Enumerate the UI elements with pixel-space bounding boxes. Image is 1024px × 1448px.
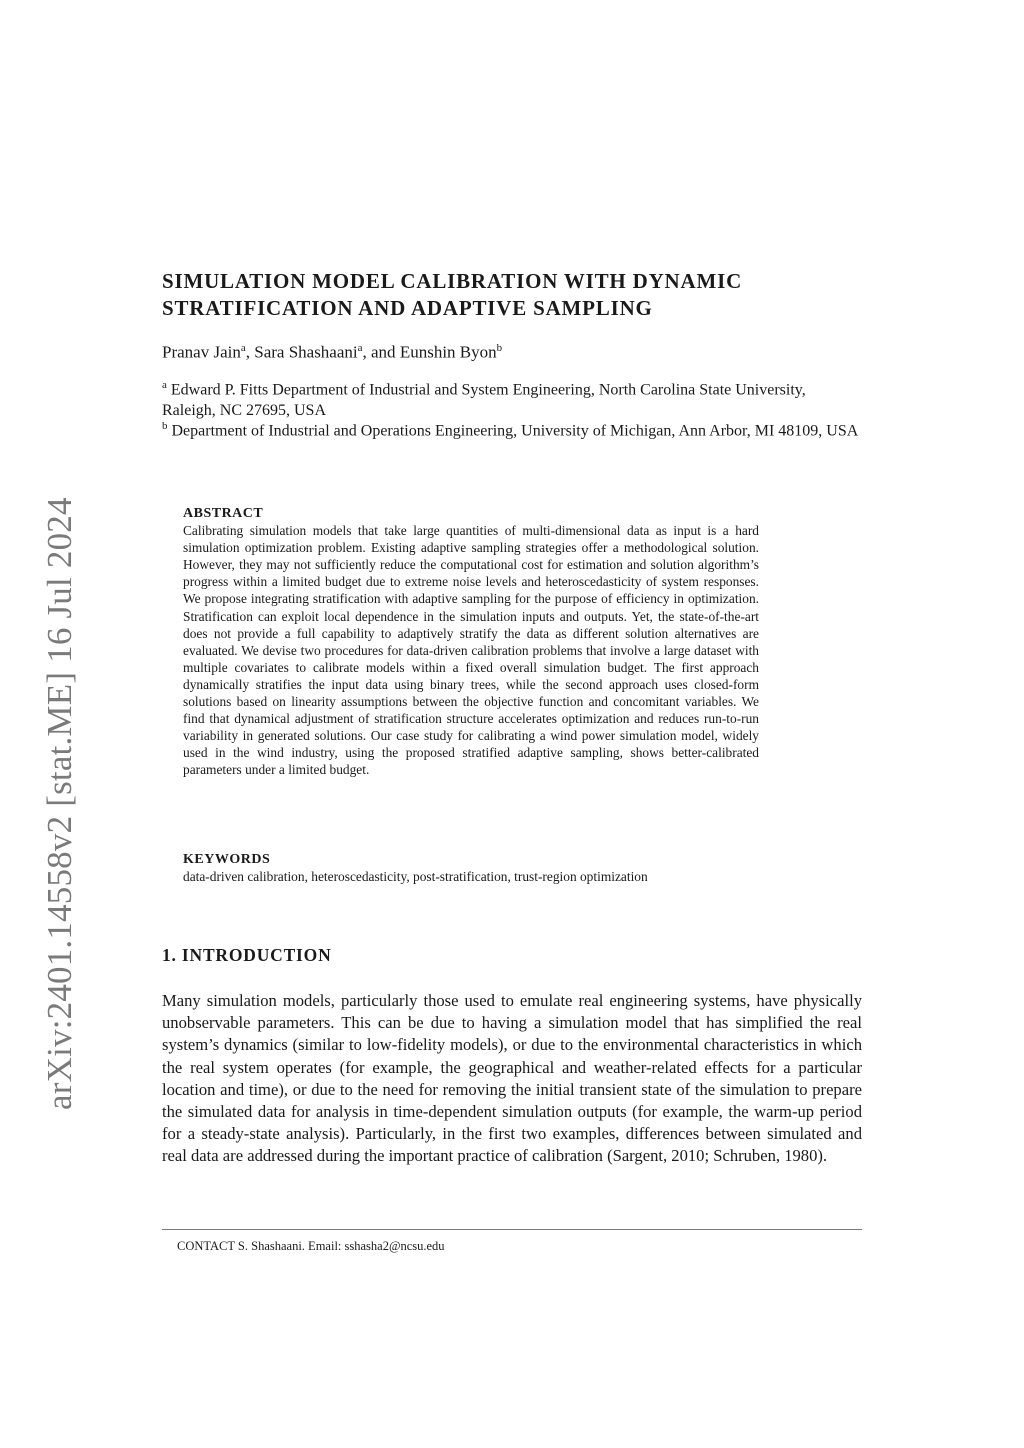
author-list [162, 342, 502, 363]
affiliation-mark: b [162, 420, 168, 432]
abstract-section [183, 505, 759, 779]
affiliation-text: Edward P. Fitts Department of Industrial and System Engineering, North Carolina State University, Raleigh, NC 27695, USA [162, 381, 806, 420]
author-separator: , and [362, 342, 400, 362]
author-name: Pranav Jain [162, 342, 241, 362]
affiliation-mark: a [162, 379, 167, 391]
keywords-section [183, 851, 743, 885]
affiliation-text: Department of Industrial and Operations Engineering, University of Michigan, Ann Arbor, MI 48109, USA [167, 422, 859, 440]
footnote-rule [162, 1229, 862, 1230]
paper-title [162, 268, 882, 322]
author-mark: a [357, 342, 363, 354]
author-mark: b [496, 342, 503, 354]
contact-footnote: CONTACT S. Shashaani. Email: sshasha2@ncsu.edu [177, 1239, 445, 1253]
affiliation-b [162, 416, 862, 441]
affiliation-a [162, 375, 862, 421]
title-line-1: SIMULATION MODEL CALIBRATION WITH DYNAMIC [162, 269, 743, 293]
abstract-heading: ABSTRACT [183, 506, 264, 521]
introduction-heading: 1. INTRODUCTION [162, 945, 332, 965]
author-mark: a [240, 342, 246, 354]
keywords-heading: KEYWORDS [183, 852, 271, 867]
abstract-text: Calibrating simulation models that take large quantities of multi-dimensional data as input is a hard simulation optimization problem. Existing adaptive sampling strategies offer a methodological solution. However, they may not sufficiently reduce the computational cost for estimation and solution algorithm’s progress within a limited budget due to extreme noise levels and heteroscedasticity of system responses. We propose integrating stratification with adaptive sampling for the purpose of efficiency in optimization. Stratification can exploit local dependence in the simulation inputs and outputs. Yet, the state-of-the-art does not provide a full capability to adaptively stratify the data as different solution alternatives are evaluated. We devise two procedures for data-driven calibration problems that involve a large dataset with multiple covariates to calibrate models within a fixed overall simulation budget. The first approach dynamically stratifies the input data using binary trees, while the second approach uses closed-form solutions based on linearity assumptions between the objective function and concomitant variables. We find that dynamical adjustment of stratification structure accelerates optimization and reduces run-to-run variability in generated solutions. Our case study for calibrating a wind power simulation model, widely used in the wind industry, using the proposed stratified adaptive sampling, shows better-calibrated parameters under a limited budget. [183, 523, 759, 778]
author-name: Eunshin Byon [399, 342, 497, 362]
arxiv-identifier: arXiv:2401.14558v2 [stat.ME] 16 Jul 2024 [40, 497, 79, 1110]
introduction-text: Many simulation models, particularly those used to emulate real engineering systems, have physically unobservable parameters. This can be due to having a simulation model that has simplified the real system’s dynamics (similar to low-fidelity models), or due to the environmental characteristics in which the real system operates (for example, the geographical and weather-related effects for a particular location and time), or due to the need for removing the initial transient state of the simulation to prepare the simulated data for analysis in time-dependent simulation outputs (for example, the warm-up period for a steady-state analysis). Particularly, in the first two examples, differences between simulated and real data are addressed during the important practice of calibration (Sargent, 2010; Schruben, 1980). [162, 991, 862, 1166]
keywords-text: data-driven calibration, heteroscedasticity, post-stratification, trust-region optimization [183, 869, 648, 885]
title-line-2: STRATIFICATION AND ADAPTIVE SAMPLING [162, 296, 653, 320]
author-name: Sara Shashaani [254, 342, 358, 362]
author-separator: , [245, 342, 255, 362]
